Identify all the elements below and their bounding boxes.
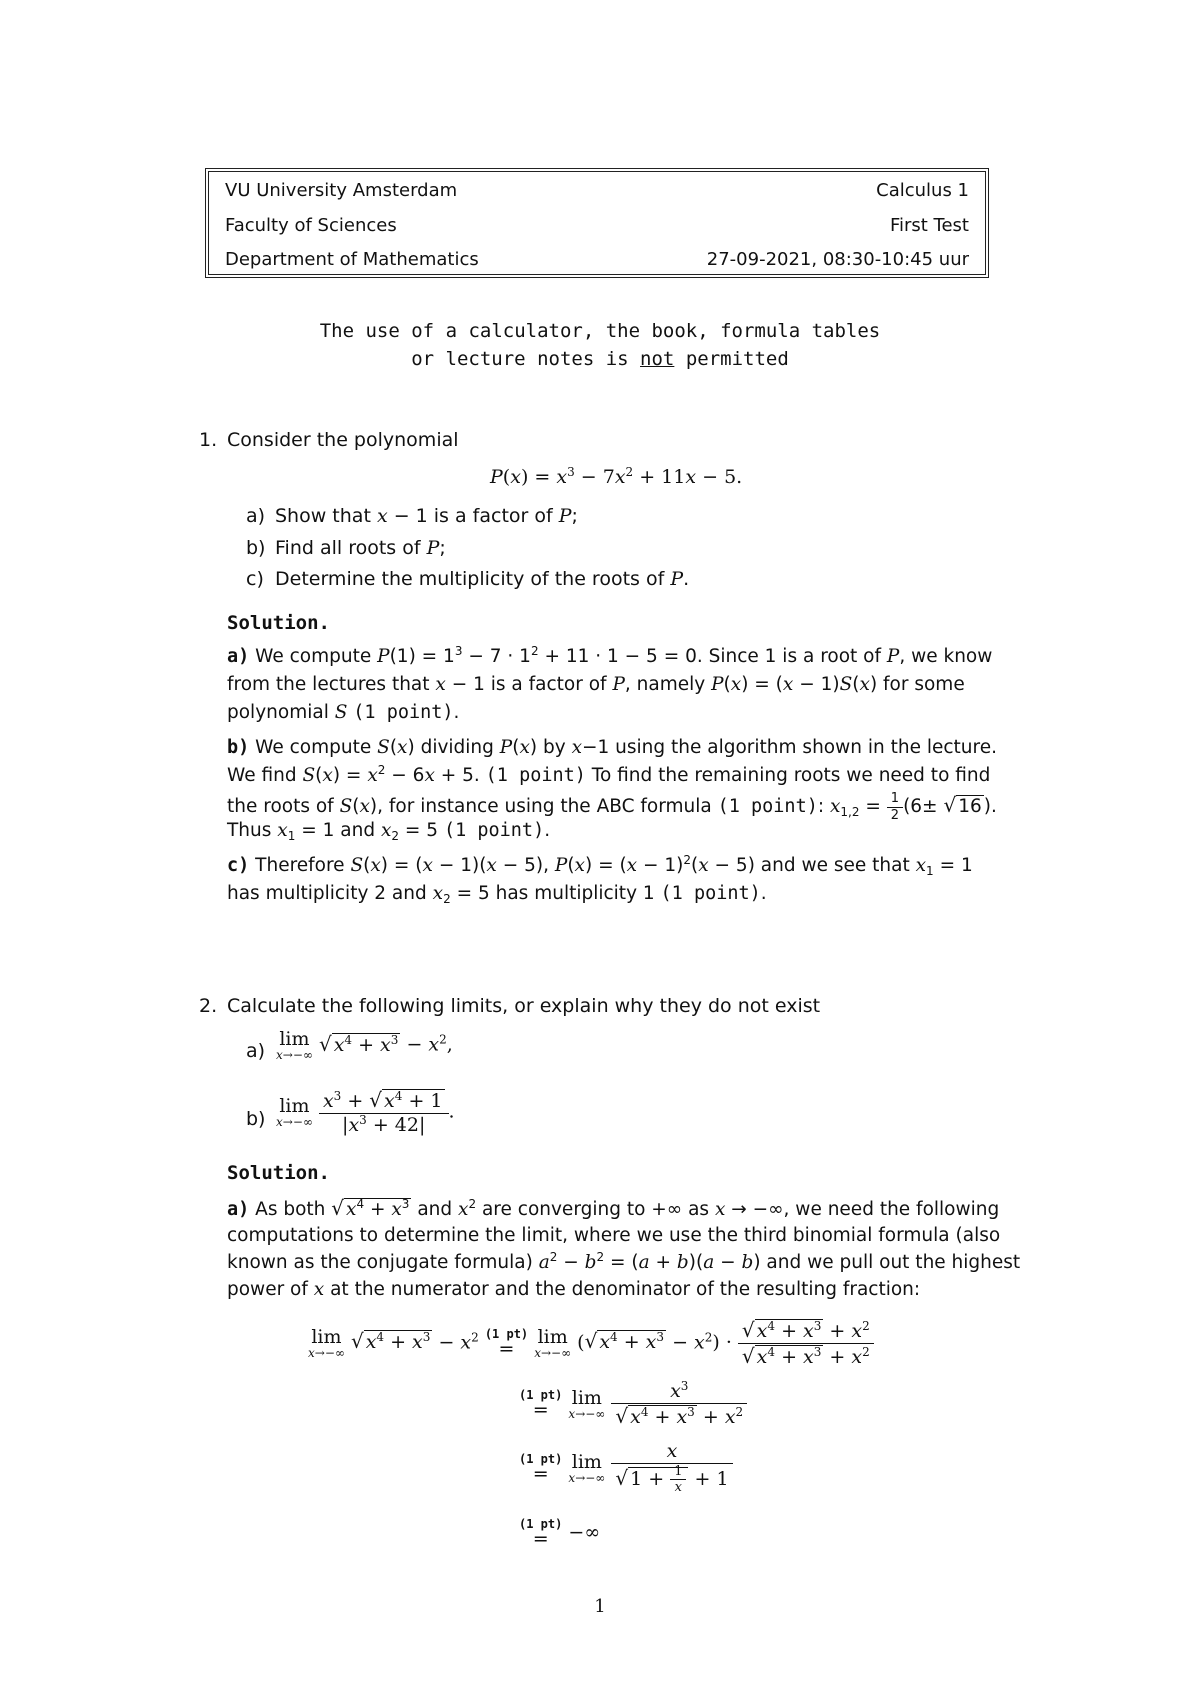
test-name: First Test <box>889 215 969 236</box>
derivation-step-1: lim x→−∞ √ $x^4 + x^3 - x^2$ (1 pt) = lim x→−∞ (√ $x^4 + x^3 - x^2$) · $\frac{√ x^4 + x^3 + x^2}{√ x^4 + x^3 + x^2}$ <box>308 1318 874 1369</box>
notice-line-2-pre: or lecture notes is <box>411 348 629 370</box>
q1-c-text: Determine the multiplicity of the roots of P. <box>275 568 690 590</box>
q1-sol-c-line2: has multiplicity 2 and $x_2 = 5$ has multiplicity 1 (1 point). <box>227 883 767 906</box>
q1-a-label: a) <box>246 505 266 527</box>
q1-intro: Consider the polynomial <box>227 429 459 451</box>
notice-line-2-post: permitted <box>685 348 789 370</box>
test-datetime: 27-09-2021, 08:30-10:45 uur <box>706 249 969 270</box>
course-name: Calculus 1 <box>876 180 969 201</box>
faculty-name: Faculty of Sciences <box>225 215 397 236</box>
notice-not: not <box>640 348 675 370</box>
q2-sol-a-line3: known as the conjugate formula) $a^2 - b^2 = (a + b)(a - b)$ and we pull out the highest <box>227 1250 1021 1273</box>
notice-line-2 <box>0 348 1200 370</box>
university-name: VU University Amsterdam <box>225 180 458 201</box>
q1-point-b1: (1 point) <box>485 765 586 786</box>
q2-b-expr: lim x→−∞ $\frac{x^3 + √ x^4 + 1}{|x^3 + 42|}$ . <box>276 1088 455 1136</box>
q1-sol-b-line2: We find $S(x) = x^2 - 6x + 5$. (1 point) To find the remaining roots we need to find <box>227 763 991 786</box>
pt-label-3: (1 pt) <box>519 1451 563 1466</box>
q1-point-a: (1 point) <box>353 702 454 723</box>
pt-label-2: (1 pt) <box>519 1387 563 1402</box>
page-number: 1 <box>594 1596 606 1617</box>
q2-sol-a-line4: power of x at the numerator and the denominator of the resulting fraction: <box>227 1279 921 1300</box>
q1-b-label: b) <box>246 537 266 559</box>
q1-sol-a-line1: a) We compute $P(1) = 1^3 - 7 \cdot 1^2 + 11 \cdot 1 - 5 = 0$. Since 1 is a root of P, we know <box>227 644 993 667</box>
q2-a-expr: lim x→−∞ √ $x^4 + x^3 - x^2$, <box>276 1028 453 1062</box>
q1-sol-a-line3: polynomial S (1 point). <box>227 702 460 723</box>
q2-b-label: b) <box>246 1108 266 1130</box>
q1-polynomial: $P(x) = x^3 - 7x^2 + 11x - 5$. <box>490 465 743 488</box>
q1-b-text: Find all roots of P; <box>275 537 446 559</box>
q1-sol-b-line3: the roots of S(x), for instance using the ABC formula (1 point): $x_{1,2}$ = $\frac{1}{2}$ (6± √ 16 ). <box>227 791 997 823</box>
q2-solution-heading: Solution. <box>227 1162 330 1184</box>
q2-intro: Calculate the following limits, or explain why they do not exist <box>227 995 821 1017</box>
q1-sol-b-line1: b) We compute S(x) dividing P(x) by x−1 using the algorithm shown in the lecture. <box>227 737 997 758</box>
q1-c-label: c) <box>246 568 264 590</box>
q1-a-text: Show that x − 1 is a factor of P; <box>275 505 578 527</box>
q1-point-c: (1 point) <box>660 883 761 904</box>
derivation-step-4: (1 pt) = −∞ <box>519 1517 601 1550</box>
notice-line-1: The use of a calculator, the book, formula tables <box>319 320 881 342</box>
q1-solution-heading: Solution. <box>227 612 330 634</box>
pt-label-1: (1 pt) <box>484 1326 529 1341</box>
q2-sol-a-line1: a) As both √ $x^4 + x^3$ and $x^2$ are converging to +∞ as x → −∞, we need the following <box>227 1196 1000 1220</box>
q2-a-label: a) <box>246 1040 266 1062</box>
q1-sol-c-line1: c) Therefore S(x) = (x − 1)(x − 5), $P(x) = (x - 1)^2(x - 5)$ and we see that $x_1 = 1$ <box>227 853 973 878</box>
derivation-step-3: (1 pt) = lim x→−∞ x √ 1 + $\frac{1}{x}$ + 1 <box>519 1440 733 1496</box>
q2-sol-a-line2: computations to determine the limit, where we use the third binomial formula (also <box>227 1225 1001 1246</box>
derivation-step-2: (1 pt) = lim x→−∞ $\frac{x^3}{√ x^4 + x^3 + x^2}$ <box>519 1380 747 1429</box>
q1-sol-a-line2: from the lectures that x − 1 is a factor of P, namely P(x) = (x − 1)S(x) for some <box>227 674 965 695</box>
q1-point-b3: (1 point) <box>443 820 545 841</box>
pt-label-4: (1 pt) <box>519 1517 563 1531</box>
q1-point-b2: (1 point) <box>717 796 818 818</box>
q1-sol-b-line4: Thus $x_1 = 1$ and $x_2 = 5$ (1 point). <box>227 820 551 843</box>
department-name: Department of Mathematics <box>225 249 479 270</box>
q1-number: 1. <box>199 429 218 451</box>
header-box <box>205 168 989 278</box>
q2-number: 2. <box>199 995 218 1017</box>
